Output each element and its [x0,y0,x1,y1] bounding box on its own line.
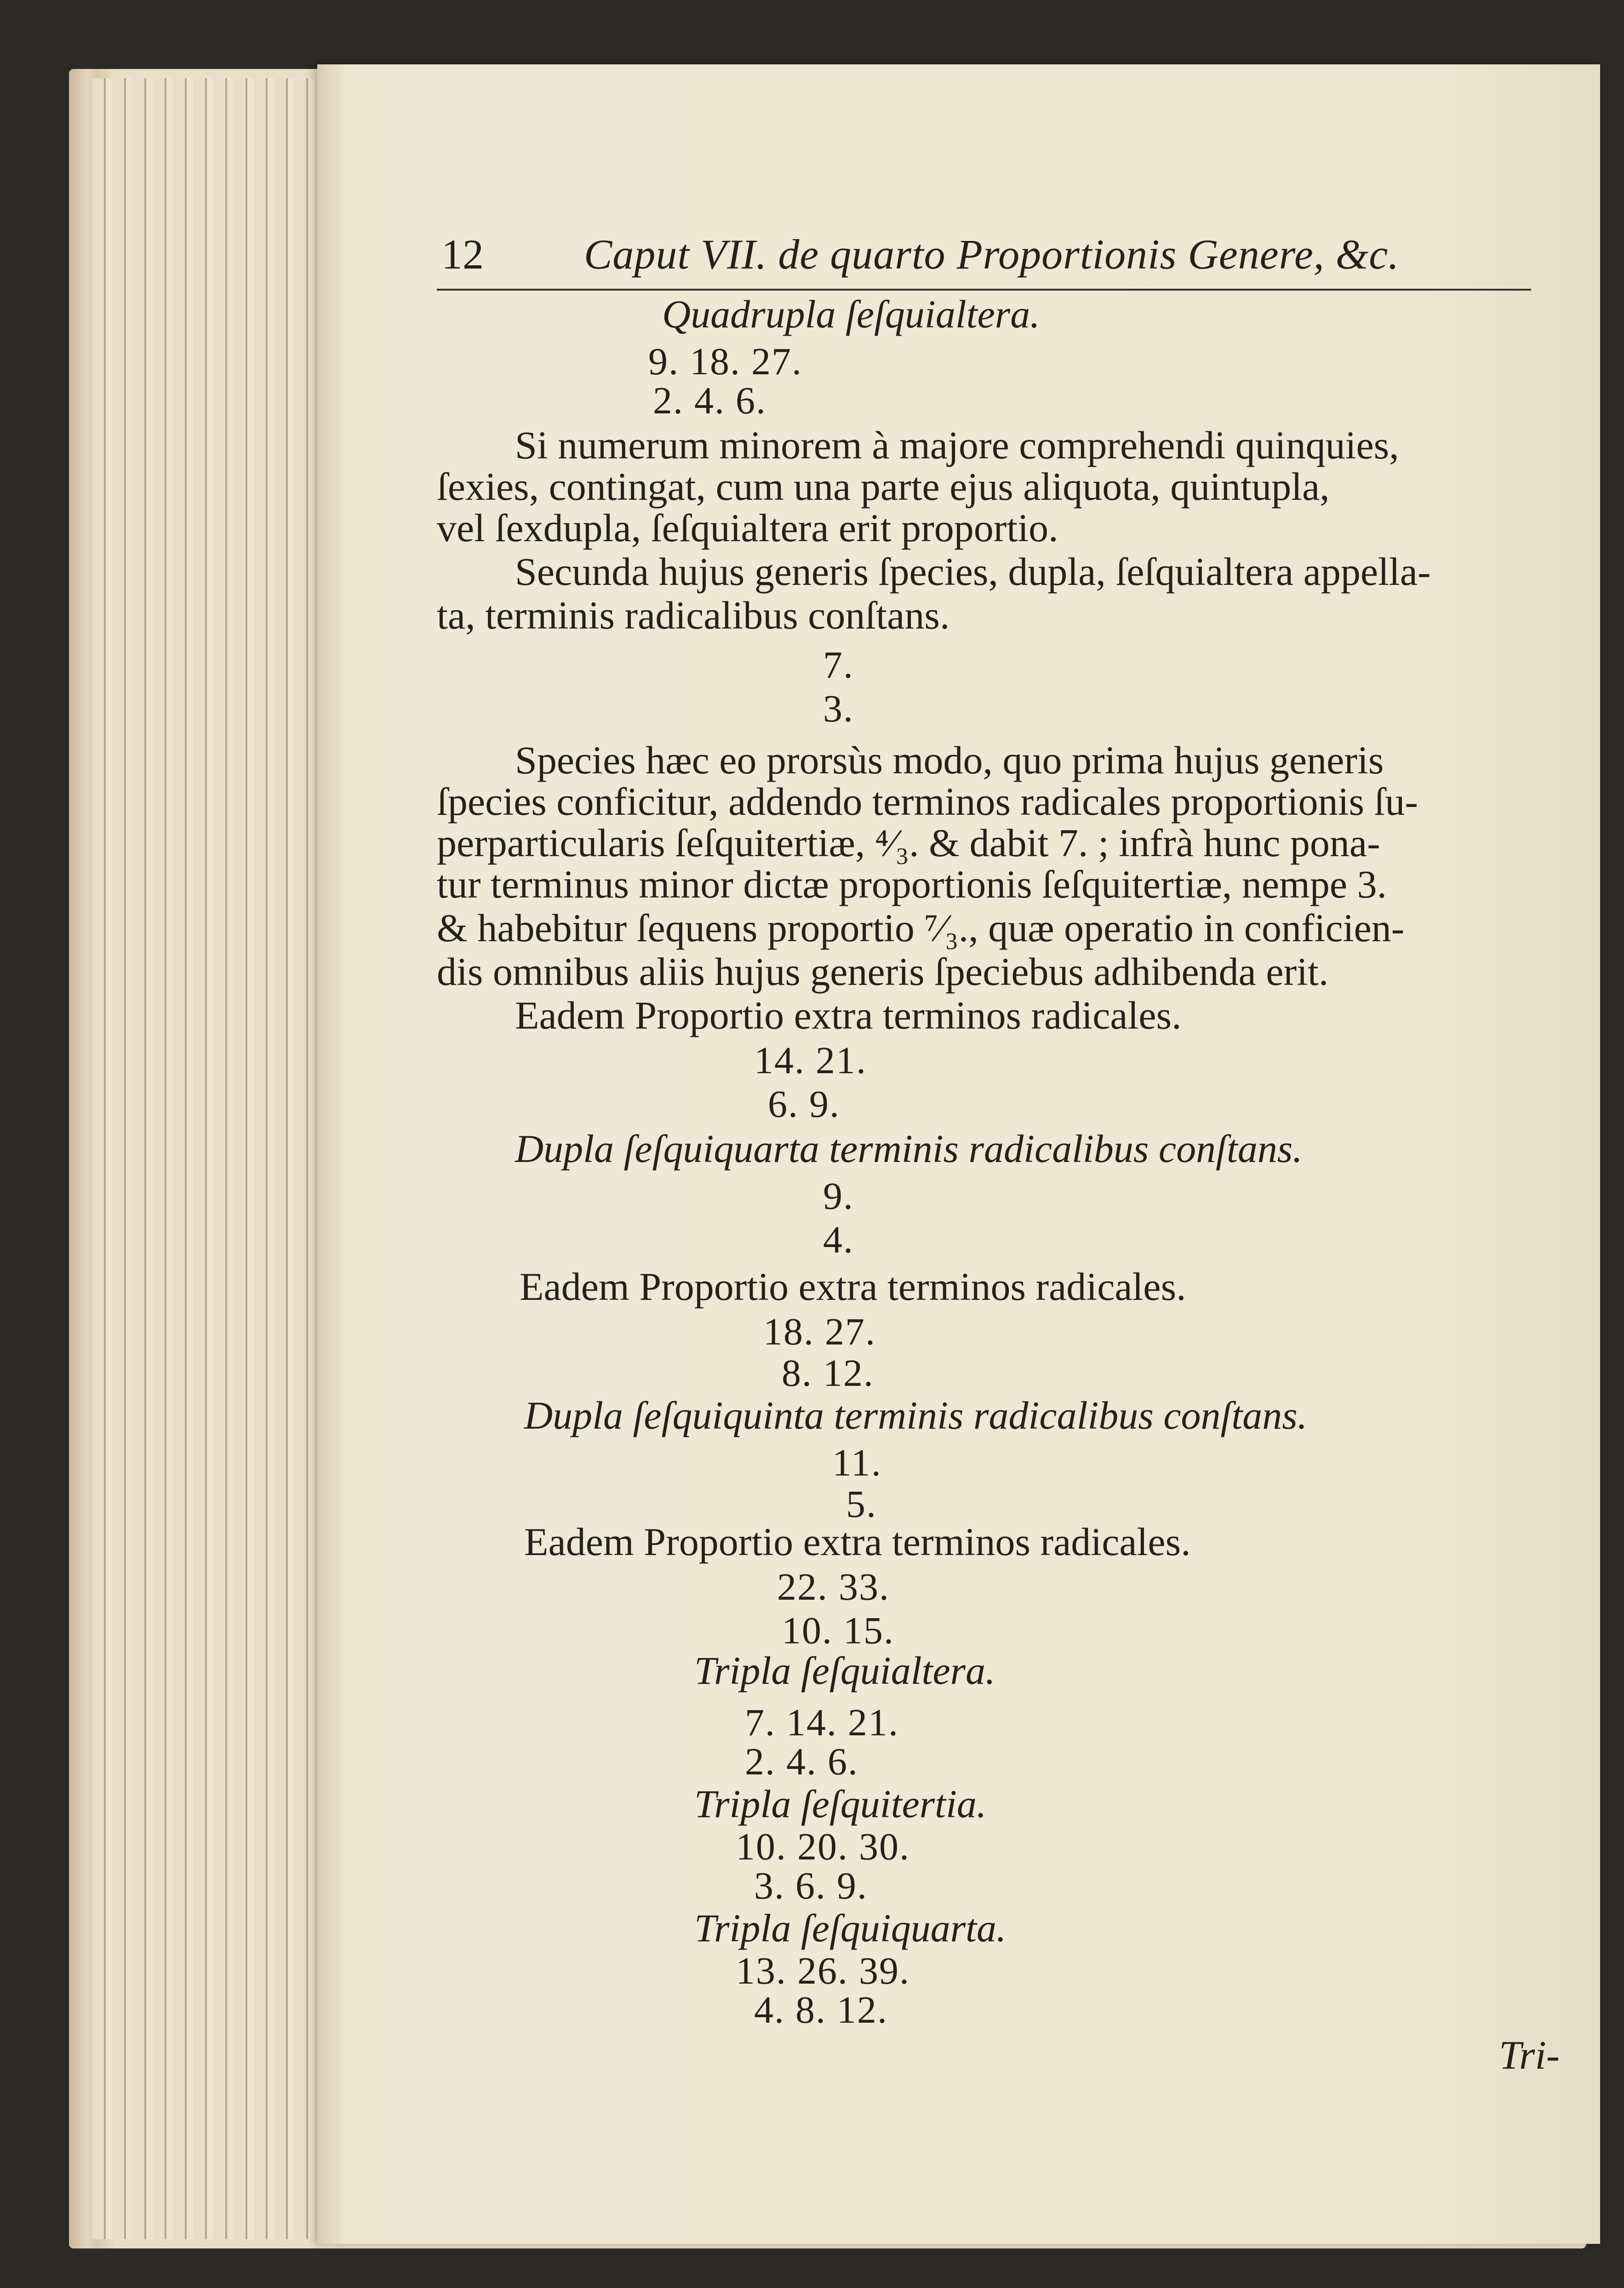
text-line: Secunda hujus generis ſpecies, dupla, ſeſquialtera appella- [515,549,1431,594]
subheading: Eadem Proportio extra terminos radicales. [524,1520,1191,1564]
text-line: ta, terminis radicalibus conſtans. [437,593,950,637]
number-row: 13. 26. 39. [736,1950,910,1992]
number-row: 14. 21. [754,1039,867,1082]
number-row: 9. 18. 27. [648,340,802,383]
number-row: 10. 15. [782,1609,894,1652]
text-line: vel ſexdupla, ſeſquialtera erit proportio. [437,506,1058,550]
heading-quadrupla-sesquialtera: Quadrupla ſeſquialtera. [662,292,1040,336]
heading-dupla-sesquiquarta: Dupla ſeſquiquarta terminis radicalibus conſtans. [515,1127,1303,1171]
number-row: 22. 33. [777,1566,890,1608]
number-row: 9. [823,1175,854,1218]
number-row: 3. 6. 9. [754,1865,868,1907]
text-line: perparticularis ſeſquitertiæ, ⁴⁄₃. & dabit 7. ; infrà hunc pona- [437,821,1380,865]
subheading: Eadem Proportio extra terminos radicales. [515,993,1182,1037]
number-row: 8. 12. [782,1352,874,1395]
header-rule [437,289,1531,291]
number-row: 18. 27. [763,1310,876,1353]
number-row: 2. 4. 6. [653,379,766,422]
number-row: 10. 20. 30. [736,1825,910,1868]
catchword: Tri- [1499,2033,1560,2078]
number-row: 4. [823,1218,854,1261]
number-row: 4. 8. 12. [754,1989,888,2031]
text-line: ſexies, contingat, cum una parte ejus aliquota, quintupla, [437,464,1330,509]
subheading: Eadem Proportio extra terminos radicales. [520,1264,1186,1309]
text-line: ſpecies conficitur, addendo terminos radicales proportionis ſu- [437,779,1418,824]
running-header [441,230,1545,294]
running-title: Caput VII. de quarto Proportionis Genere, &c. [584,231,1400,278]
text-line: dis omnibus aliis hujus generis ſpeciebus adhibenda erit. [437,950,1329,994]
number-row: 2. 4. 6. [745,1740,858,1783]
number-row: 7. [823,644,854,686]
number-row: 11. [832,1441,882,1484]
heading-tripla-sesquiquarta: Tripla ſeſquiquarta. [694,1906,1006,1950]
heading-tripla-sesquitertia: Tripla ſeſquitertia. [694,1782,987,1826]
number-row: 5. [846,1483,877,1526]
text-line: Species hæc eo prorsùs modo, quo prima hujus generis [515,738,1384,782]
heading-tripla-sesquialtera: Tripla ſeſquialtera. [694,1648,995,1693]
number-row: 6. 9. [768,1083,840,1126]
text-line: tur terminus minor dictæ proportionis ſeſquitertiæ, nempe 3. [437,862,1387,906]
heading-dupla-sesquiquinta: Dupla ſeſquiquinta terminis radicalibus conſtans. [524,1393,1308,1437]
number-row: 3. [823,687,854,730]
number-row: 7. 14. 21. [745,1701,899,1744]
text-line: & habebitur ſequens proportio ⁷⁄₃., quæ operatio in conficien- [437,906,1405,950]
page-number: 12 [441,231,484,278]
page-stack-edges [92,78,331,2239]
text-line: Si numerum minorem à majore comprehendi quinquies, [515,423,1399,467]
